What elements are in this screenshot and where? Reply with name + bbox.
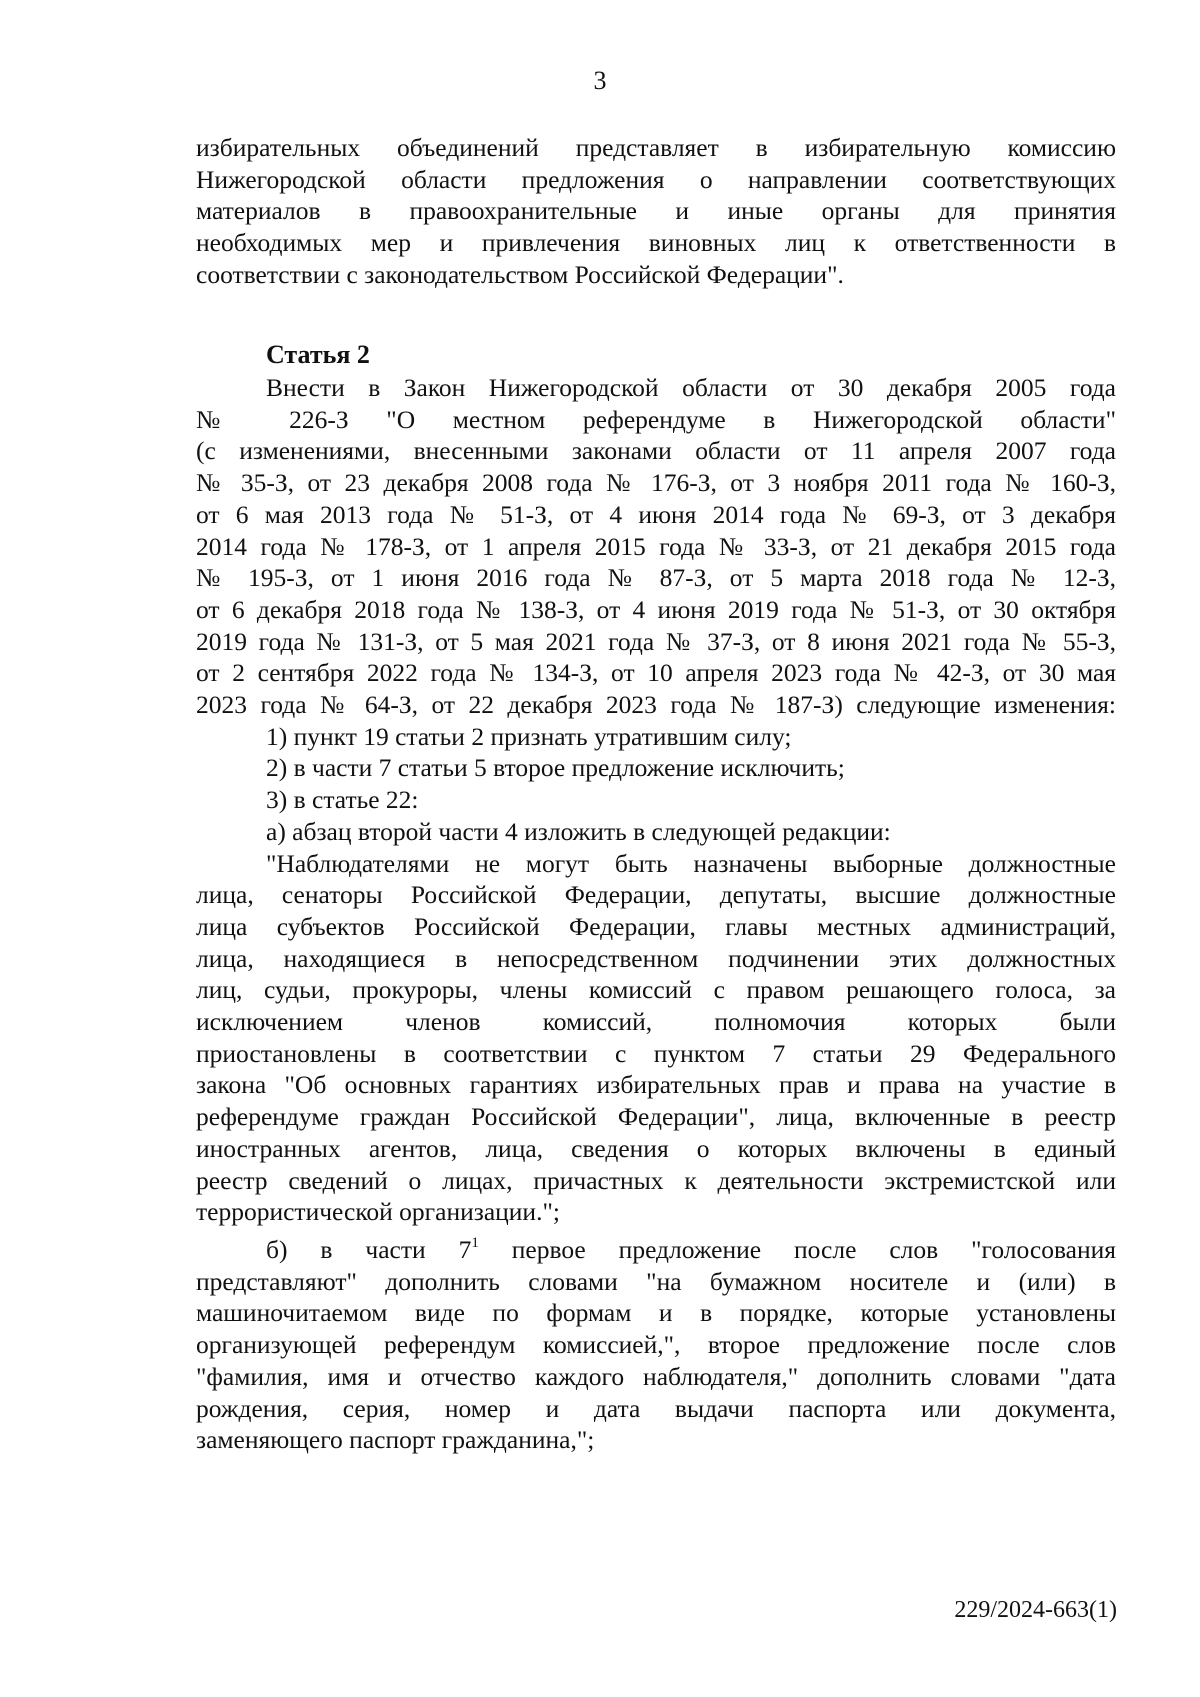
preamble-paragraph [196, 372, 1116, 1456]
text-line: необходимых мер и привлечения виновных лиц к ответственности в [196, 228, 1116, 258]
text-line: рождения, серия, номер и дата выдачи паспорта или документа, [196, 1393, 1116, 1423]
item-b-first-line [196, 1234, 1116, 1266]
text-line: референдуме граждан Российской Федерации", лица, включенные в реестр [196, 1102, 1116, 1132]
text-line: организующей референдум комиссией,", второе предложение после слов [196, 1330, 1116, 1360]
text-line: Внести в Закон Нижегородской области от 30 декабря 2005 года [266, 373, 1116, 402]
text-line: заменяющего паспорт гражданина,"; [196, 1425, 595, 1455]
text-line: 2023 года № 64-З, от 22 декабря 2023 года № 187-З) следующие изменения: [196, 690, 1116, 720]
list-item: 2) в части 7 статьи 5 второе предложение исключить; [266, 753, 845, 783]
text-line: № 195-З, от 1 июня 2016 года № 87-З, от 5 марта 2018 года № 12-З, [196, 563, 1116, 593]
list-item: а) абзац второй части 4 изложить в следующей редакции: [266, 816, 891, 846]
text-line: приостановлены в соответствии с пунктом 7 статьи 29 Федерального [196, 1038, 1116, 1068]
text-line: лица субъектов Российской Федерации, главы местных администраций, [196, 911, 1116, 941]
text-line: террористической организации."; [196, 1197, 560, 1227]
list-item: 3) в статье 22: [266, 785, 419, 815]
text-line: лиц, судьи, прокуроры, члены комиссий с правом решающего голоса, за [196, 975, 1116, 1005]
text-line: закона "Об основных гарантиях избирательных прав и права на участие в [196, 1070, 1116, 1100]
text-line: от 6 мая 2013 года № 51-З, от 4 июня 2014 года № 69-З, от 3 декабря [196, 499, 1116, 529]
item-b-suffix: первое предложение после слов "голосования [478, 1234, 1116, 1264]
document-registration-number: 229/2024-663(1) [954, 1597, 1117, 1623]
text-line: лица, сенаторы Российской Федерации, депутаты, высшие должностные [196, 880, 1116, 910]
text-line: соответствии с законодательством Российской Федерации". [196, 259, 844, 289]
item-b-superscript: 1 [471, 1234, 479, 1251]
item-b-prefix: б) в части 7 [266, 1234, 472, 1264]
text-line: избирательных объединений представляет в избирательную комиссию [196, 133, 1116, 162]
text-line: № 35-З, от 23 декабря 2008 года № 176-З, от 3 ноября 2011 года № 160-З, [196, 468, 1116, 498]
text-line: иностранных агентов, лица, сведения о которых включены в единый [196, 1133, 1116, 1163]
text-line: 2019 года № 131-З, от 5 мая 2021 года № 37-З, от 8 июня 2021 года № 55-З, [196, 626, 1116, 656]
text-line: реестр сведений о лицах, причастных к деятельности экстремистской или [196, 1165, 1116, 1195]
text-line: Нижегородской области предложения о направлении соответствующих [196, 164, 1116, 194]
list-item: 1) пункт 19 статьи 2 признать утратившим силу; [266, 721, 792, 751]
article-heading: Статья 2 [266, 340, 370, 369]
text-line: 2014 года № 178-З, от 1 апреля 2015 года № 33-З, от 21 декабря 2015 года [196, 531, 1116, 561]
text-line: "фамилия, имя и отчество каждого наблюдателя," дополнить словами "дата [196, 1361, 1116, 1391]
text-line: № 226-З "О местном референдуме в Нижегородской области" [196, 404, 1116, 434]
text-line: от 2 сентября 2022 года № 134-З, от 10 апреля 2023 года № 42-З, от 30 мая [196, 658, 1116, 688]
text-line: (с изменениями, внесенными законами области от 11 апреля 2007 года [196, 436, 1116, 466]
text-line: машиночитаемом виде по формам и в порядке, которые установлены [196, 1298, 1116, 1328]
text-line: лица, находящиеся в непосредственном подчинении этих должностных [196, 943, 1116, 973]
text-line: материалов в правоохранительные и иные органы для принятия [196, 196, 1116, 226]
text-line: исключением членов комиссий, полномочия которых были [196, 1007, 1116, 1037]
text-line: представляют" дополнить словами "на бумажном носителе и (или) в [196, 1266, 1116, 1296]
page-number: 3 [593, 66, 607, 95]
intro-paragraph [196, 132, 1116, 291]
text-line: "Наблюдателями не могут быть назначены выборные должностные [266, 848, 1116, 878]
text-line: от 6 декабря 2018 года № 138-З, от 4 июня 2019 года № 51-З, от 30 октября [196, 594, 1116, 624]
